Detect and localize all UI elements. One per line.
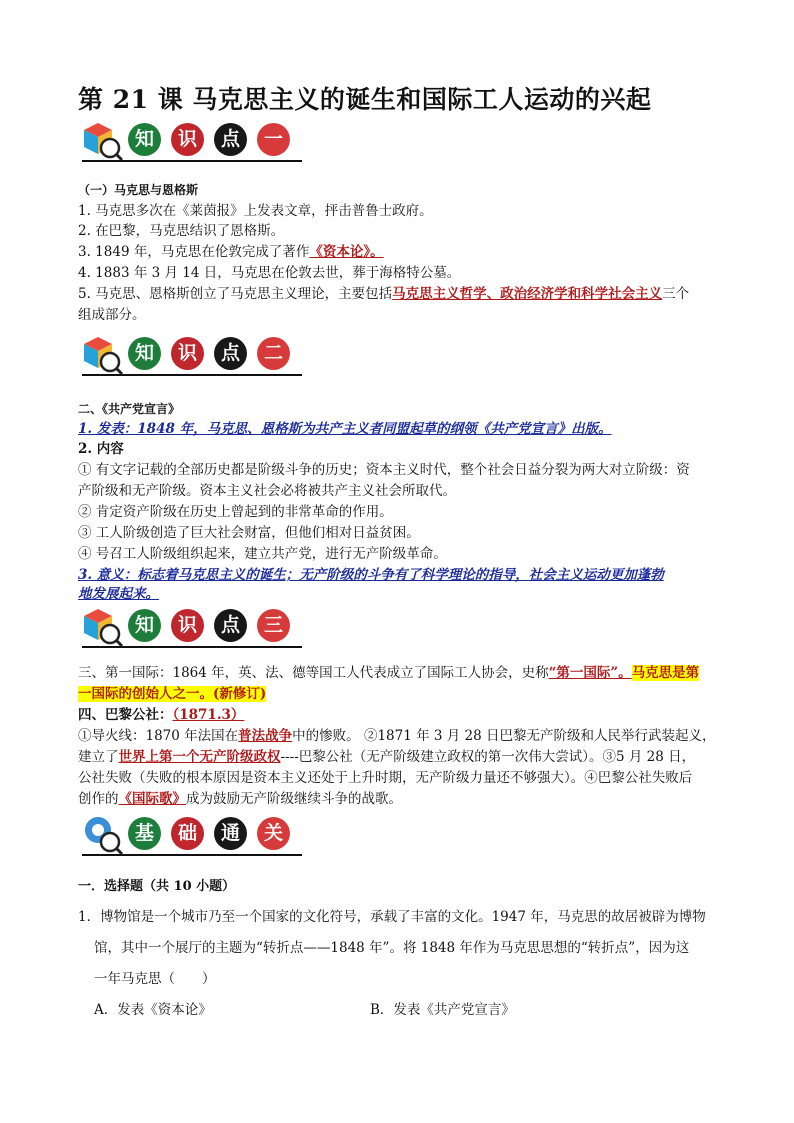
highlight-term: 《国际歌》 [118, 791, 186, 807]
badge-char: 识 [171, 337, 204, 370]
question-line: 一年马克思（ ） [94, 971, 216, 987]
cube-magnifier-icon [80, 332, 124, 376]
badge-char: 一 [257, 123, 290, 156]
text-line: ① 有文字记载的全部历史都是阶级斗争的历史；资本主义时代，整个社会日益分裂为两大对立阶级：资 [78, 462, 690, 478]
text-line: 产阶级和无产阶级。资本主义社会必将被共产主义社会所取代。 [78, 483, 456, 499]
text-span: 5. 马克思、恩格斯创立了马克思主义理论，主要包括 [78, 286, 393, 302]
text-line [78, 284, 689, 304]
text-span: 三、第一国际：1864 年，英、法、德等国工人代表成立了国际工人协会，史称 [78, 665, 549, 681]
highlight-term: 马克思是第 [631, 665, 700, 681]
section-badge-4 [80, 812, 302, 856]
section-heading: （一）马克思与恩格斯 [78, 183, 199, 197]
badge-underline [82, 854, 302, 856]
highlight-term: “第一国际”。 [548, 665, 632, 681]
highlight-term: （1871.3） [172, 707, 245, 723]
badge-char: 础 [171, 817, 204, 850]
question-line: 馆，其中一个展厅的主题为“转折点——1848 年”。将 1848 年作为马克思思想的“转折点”，因为这 [94, 940, 690, 956]
section-heading: 一．选择题（共 10 小题） [78, 879, 236, 894]
badge-char: 三 [257, 609, 290, 642]
section-badge-3 [80, 604, 302, 648]
text-line: ④ 号召工人阶级组织起来，建立共产党，进行无产阶级革命。 [78, 546, 447, 562]
text-span: 中的惨败。 ②1871 年 3 月 28 日巴黎无产阶级和人民举行武装起义， [292, 728, 716, 744]
text-line [78, 684, 266, 704]
badge-underline [82, 646, 302, 648]
cube-magnifier-icon [80, 604, 124, 648]
text-line [78, 726, 716, 746]
text-line [78, 705, 244, 725]
text-line: 4. 1883 年 3 月 14 日，马克思在伦敦去世，葬于海格特公墓。 [78, 265, 461, 281]
badge-char: 知 [128, 123, 161, 156]
text-line: 组成部分。 [78, 307, 146, 323]
text-line: 1. 马克思多次在《莱茵报》上发表文章，抨击普鲁士政府。 [78, 203, 433, 219]
text-line: 地发展起来。 [78, 586, 159, 602]
badge-char: 二 [257, 337, 290, 370]
highlight-term: 世界上第一个无产阶级政权 [118, 749, 281, 765]
text-line: 1. 发表：1848 年，马克思、恩格斯为共产主义者同盟起草的纲领《共产党宣言》出版。 [78, 421, 612, 437]
highlight-term: 《资本论》。 [309, 244, 384, 260]
highlight-term: 马克思主义哲学、政治经济学和科学社会主义 [392, 286, 663, 302]
text-line [78, 747, 695, 767]
text-line: 2. 内容 [78, 441, 124, 457]
question-line: 1．博物馆是一个城市乃至一个国家的文化符号，承载了丰富的文化。1947 年，马克思的故居被辟为博物 [78, 909, 706, 925]
badge-char: 通 [214, 817, 247, 850]
text-line: 3. 意义：标志着马克思主义的诞生；无产阶级的斗争有了科学理论的指导，社会主义运动更加蓬勃 [78, 567, 664, 583]
badge-char: 点 [214, 123, 247, 156]
badge-char: 识 [171, 123, 204, 156]
text-line [78, 663, 699, 683]
text-span: ----巴黎公社（无产阶级建立政权的第一次伟大尝试）。③5 月 28 日， [280, 749, 696, 765]
text-line: ③ 工人阶级创造了巨大社会财富，但他们相对日益贫困。 [78, 525, 420, 541]
highlight-term: 普法战争 [238, 728, 293, 744]
badge-underline [82, 374, 302, 376]
text-span: 建立了 [78, 749, 119, 765]
gear-magnifier-icon [80, 812, 124, 856]
text-line: 公社失败（失败的根本原因是资本主义还处于上升时期，无产阶级力量还不够强大）。④巴黎公社失败后 [78, 770, 693, 786]
badge-char: 关 [257, 817, 290, 850]
section-badge-2 [80, 332, 302, 376]
badge-underline [82, 160, 302, 162]
text-line [78, 242, 384, 262]
badge-char: 点 [214, 337, 247, 370]
text-line: 2. 在巴黎，马克思结识了恩格斯。 [78, 223, 285, 239]
badge-char: 基 [128, 817, 161, 850]
text-line [78, 789, 402, 809]
answer-option-a[interactable]: A．发表《资本论》 [94, 1002, 212, 1018]
text-span: 成为鼓励无产阶级继续斗争的战歌。 [186, 791, 402, 807]
text-span: 3. 1849 年，马克思在伦敦完成了著作 [78, 244, 310, 260]
section-badge-1 [80, 118, 302, 162]
text-line: ② 肯定资产阶级在历史上曾起到的非常革命的作用。 [78, 504, 393, 520]
lesson-title: 第 21 课 马克思主义的诞生和国际工人运动的兴起 [78, 85, 652, 114]
section-heading: 二、《共产党宣言》 [78, 402, 181, 416]
answer-option-b[interactable]: B．发表《共产党宣言》 [370, 1002, 515, 1018]
highlight-term: 一国际的创始人之一。(新修订) [78, 686, 267, 702]
text-span: 三个 [662, 286, 690, 302]
badge-char: 识 [171, 609, 204, 642]
cube-magnifier-icon [80, 118, 124, 162]
text-span: 四、巴黎公社： [78, 707, 173, 723]
badge-char: 知 [128, 609, 161, 642]
badge-char: 知 [128, 337, 161, 370]
text-span: ①导火线：1870 年法国在 [78, 728, 239, 744]
text-span: 创作的 [78, 791, 119, 807]
badge-char: 点 [214, 609, 247, 642]
